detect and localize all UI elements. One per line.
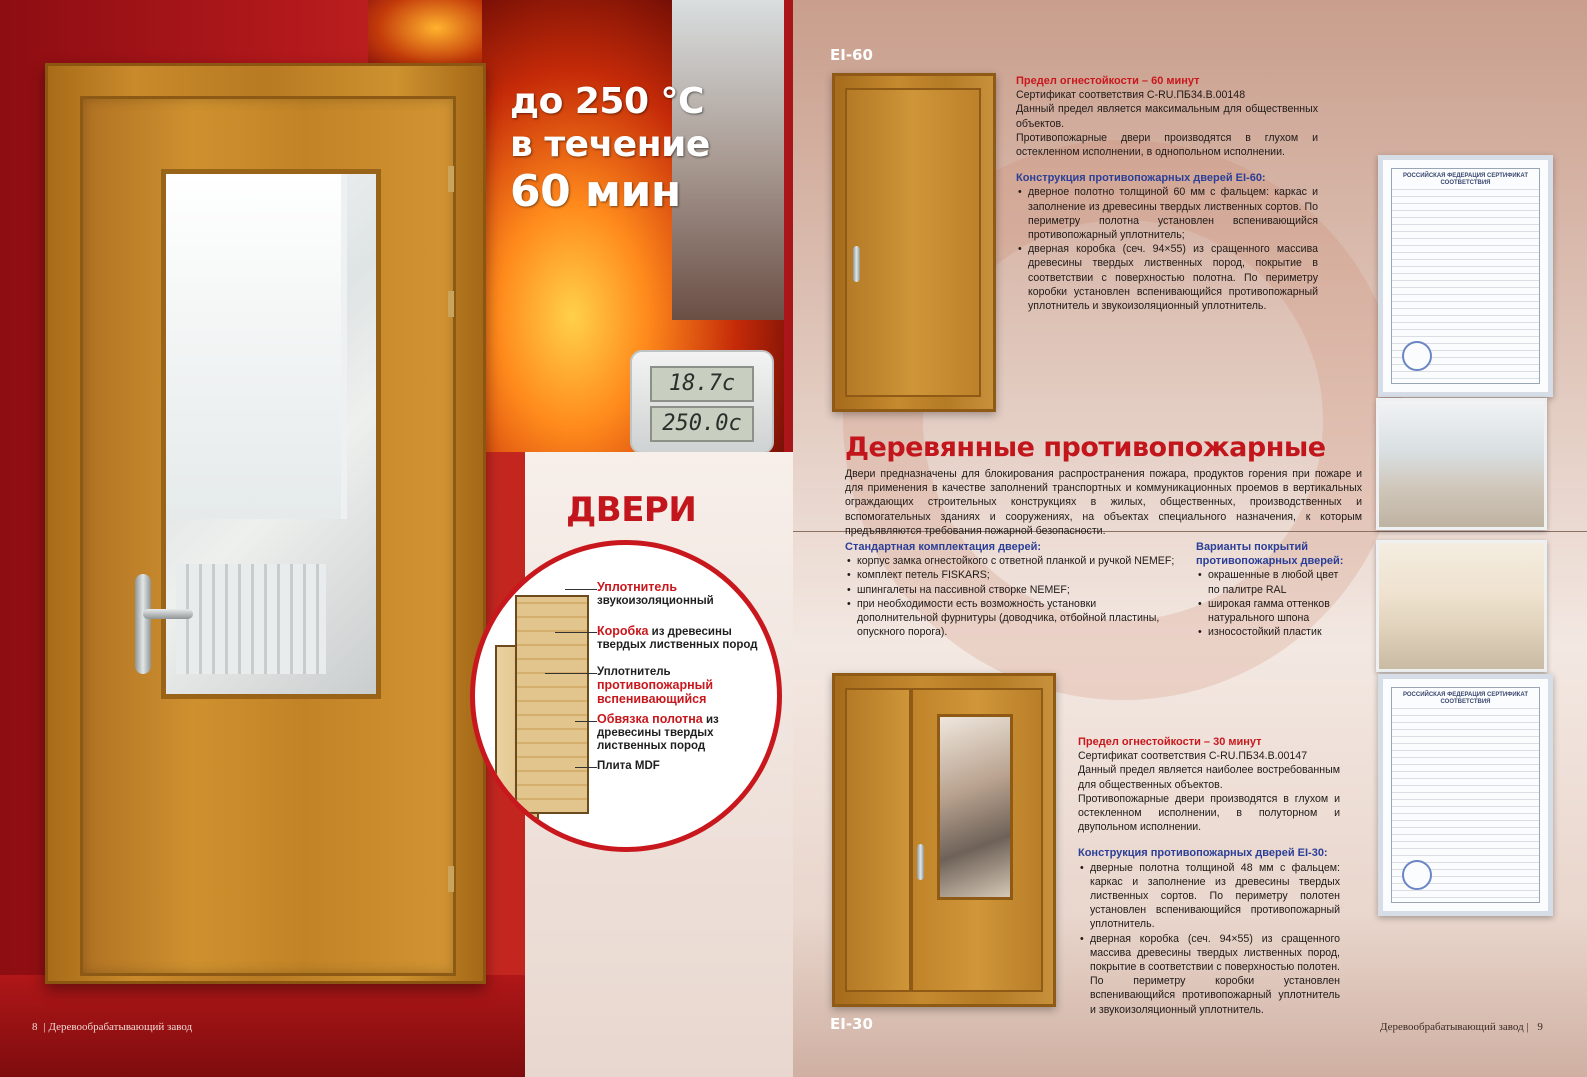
list-item: • окрашенные в любой цвет по палитре RAL [1208, 568, 1346, 596]
thermometer [630, 350, 774, 452]
ei60-text2: Противопожарные двери производятся в глухом и остекленном исполнении, в однопольном исполнении. [1016, 131, 1318, 159]
list-item: • при необходимости есть возможность установки дополнительной фурнитуры (доводчика, отбойной пластины, опускного порога). [857, 597, 1175, 640]
certificate-body [1391, 168, 1540, 384]
door-leaf-large [80, 96, 456, 976]
fire-strip [368, 0, 482, 70]
ei30-construction-title: Конструкция противопожарных дверей EI-30: [1078, 847, 1328, 860]
fire-photo [482, 0, 784, 452]
list-item: • дверная коробка (сеч. 94×55) из сращенного массива древесины твердых лиственных пород, покрытие в соответствии с поверхностью полотна. По периметру коробки установлен вспенивающийся противопожарный уплотнитель и звукоизоляционный уплотнитель. [1028, 242, 1318, 313]
list-item: • комплект петель FISKARS; [857, 568, 1175, 582]
standard-list [845, 554, 1175, 639]
ei60-certificate: Сертификат соответствия C-RU.ПБ34.В.00148 [1016, 89, 1246, 102]
ei30-info [1078, 735, 1340, 1017]
label-ei60: EI-60 [830, 46, 873, 64]
callout-binding [597, 713, 772, 753]
door-ei60-leaf [845, 88, 981, 397]
callout-leader [545, 673, 597, 674]
list-item: • корпус замка огнестойкого с ответной планкой и ручкой NEMEF; [857, 554, 1175, 568]
door-handle-icon [853, 246, 860, 282]
label-ei30: EI-30 [830, 1015, 873, 1033]
list-item: • дверная коробка (сеч. 94×55) из сращенного массива древесины твердых лиственных пород, покрытие в соответствии с поверхностью полотен. По периметру коробки установлен вспенивающийся противопожарный уплотнитель и звукоизоляционный уплотнитель. [1090, 932, 1340, 1017]
headline-line-1: до 250 °C [510, 81, 704, 122]
hinge-icon [448, 291, 454, 317]
page-number: 9 [1537, 1021, 1543, 1033]
door-ei60 [832, 73, 996, 412]
callout-red-text: Обвязка полотна [597, 712, 703, 726]
ei60-limit-title: Предел огнестойкости – 60 минут [1016, 75, 1200, 87]
footer-company: Деревообрабатывающий завод [1380, 1021, 1524, 1033]
certificate-heading: РОССИЙСКАЯ ФЕДЕРАЦИЯ СЕРТИФИКАТ СООТВЕТСТВИЯ [1392, 173, 1539, 187]
ei60-construction-list [1016, 185, 1318, 313]
coatings-title: Варианты покрытий противопожарных дверей: [1196, 541, 1344, 568]
list-item: • дверное полотно толщиной 60 мм с фальцем: каркас и заполнение из древесины твердых лиственных сортов. По периметру полотна установлен вспенивающийся противопожарный уплотнитель; [1028, 185, 1318, 242]
list-item: • износостойкий пластик [1208, 625, 1346, 639]
door-frame-large [45, 63, 486, 984]
page-title: Деревянные противопожарные [845, 432, 1326, 463]
ei60-construction-title: Конструкция противопожарных дверей EI-60: [1016, 172, 1266, 185]
ei30-certificate: Сертификат соответствия C-RU.ПБ34.В.00147 [1078, 750, 1308, 763]
list-item: • широкая гамма оттенков натурального шпона [1208, 597, 1346, 625]
callout-mdf [597, 760, 747, 773]
door-glass-panel [161, 169, 381, 699]
door-handle-icon [917, 844, 924, 880]
callout-frame [597, 625, 767, 652]
callout-red-text: противопожарный вспенивающийся [597, 678, 714, 706]
certificate-image [1378, 674, 1553, 916]
hinge-icon [448, 166, 454, 192]
door-ei30 [832, 673, 1056, 1007]
list-item: • шпингалеты на пассивной створке NEMEF; [857, 583, 1175, 597]
page-number: 8 [32, 1021, 38, 1033]
callout-leader [575, 767, 597, 768]
callout-black-text: из древесины твердых лиственных пород [597, 626, 758, 651]
callout-black-text: Уплотнитель [597, 666, 671, 678]
ei30-text2: Противопожарные двери производятся в глухом и остекленном исполнении, в полуторном и двупольном исполнении. [1078, 792, 1340, 834]
profile-leaf [515, 595, 589, 814]
certificate-heading: РОССИЙСКАЯ ФЕДЕРАЦИЯ СЕРТИФИКАТ СООТВЕТСТВИЯ [1392, 692, 1539, 706]
callout-seal-sound [597, 581, 772, 608]
callout-fire-seal [597, 666, 773, 707]
callout-red-text: Уплотнитель [597, 580, 678, 594]
callout-black-text: Плита MDF [597, 760, 660, 772]
temperature-headline [510, 80, 780, 219]
footer-left: 8 | Деревообрабатывающий завод [32, 1021, 193, 1033]
footer-company: Деревообрабатывающий завод [48, 1021, 193, 1033]
radiator-reflection [176, 564, 326, 674]
callout-leader [575, 721, 597, 722]
callout-leader [565, 589, 597, 590]
door-ei30-passive-leaf [845, 688, 911, 992]
intro-text: Двери предназначены для блокирования распространения пожара, продуктов горения при пожаре и для применения в качестве заполнений транспортных и коммуникационных проемов в вертикальных ограждающих строительных конструкциях в жилых, общественных, производственных и вспомогательных зданиях и сооружениях, на объектах специального назначения, к которым предъявляются требования пожарной безопасности. [845, 468, 1362, 537]
headline-line-3: 60 мин [510, 166, 681, 218]
door-profile-detail [470, 540, 782, 852]
certificate-image [1378, 155, 1553, 397]
ei30-construction-list [1078, 861, 1340, 1017]
callout-black-text: звукоизоляционный [597, 595, 714, 607]
ei30-text1: Данный предел является наиболее востребованным для общественных объектов. [1078, 764, 1340, 791]
thermometer-reading-bottom: 250.0c [650, 406, 754, 442]
ei30-limit-title: Предел огнестойкости – 30 минут [1078, 736, 1262, 748]
callout-black-text: из древесины твердых лиственных пород [597, 714, 719, 752]
door-ei30-glass [937, 714, 1013, 900]
headline-line-2: в течение [510, 124, 710, 166]
ei60-info [1016, 74, 1318, 313]
hinge-icon [448, 866, 454, 892]
ei60-text1: Данный предел является максимальным для общественных объектов. [1016, 103, 1318, 130]
seal-icon [1402, 860, 1432, 890]
door-handle-plate [135, 574, 151, 674]
standard-equipment [845, 540, 1175, 639]
corridor-photo [1376, 398, 1547, 530]
window-reflection [166, 174, 347, 519]
callout-leader [555, 632, 597, 633]
door-handle-icon [143, 609, 193, 619]
callout-red-text: Коробка [597, 624, 649, 638]
doors-title: ДВЕРИ [566, 490, 697, 530]
seal-icon [1402, 341, 1432, 371]
certificate-body [1391, 687, 1540, 903]
coatings-list [1196, 568, 1346, 639]
list-item: • дверные полотна толщиной 48 мм с фальцем: каркас и заполнение из древесины твердых лиственных сортов. По периметру полотен установлен вспенивающийся противопожарный уплотнитель. [1090, 861, 1340, 932]
thermometer-reading-top: 18.7c [650, 366, 754, 402]
standard-title: Стандартная комплектация дверей: [845, 541, 1042, 553]
footer-right: Деревообрабатывающий завод | 9 [1380, 1021, 1543, 1033]
left-page [0, 0, 793, 1077]
corridor-photo [1376, 540, 1547, 672]
coating-options [1196, 540, 1346, 639]
